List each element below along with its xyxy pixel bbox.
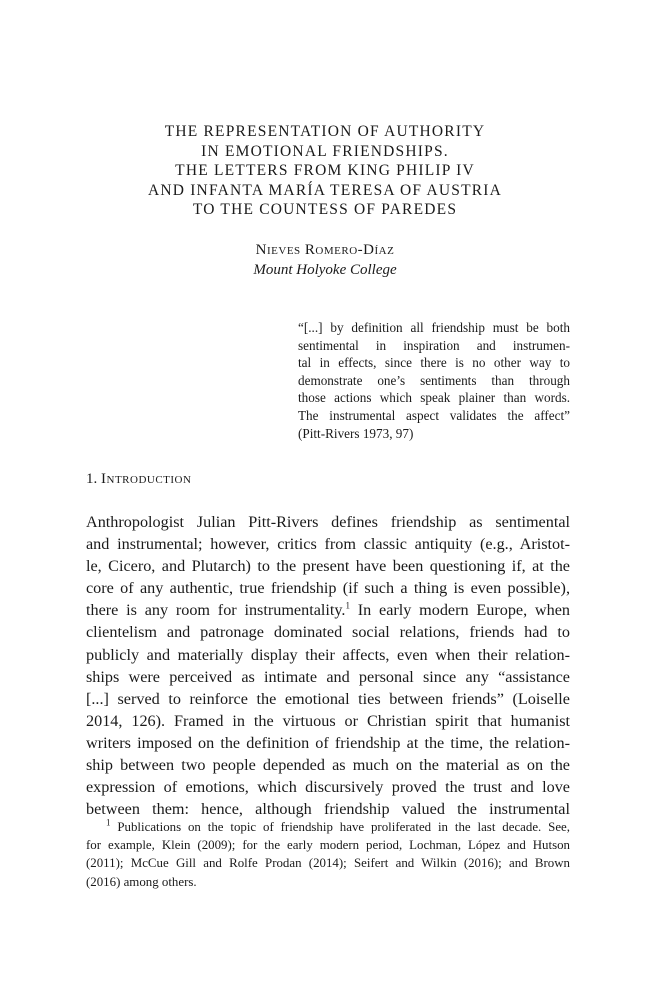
body-paragraph [86, 511, 570, 820]
section-title: Introduction [101, 471, 192, 487]
epigraph-line: those actions which speak plainer than words. [298, 390, 570, 406]
body-line-part: there is any room for instrumentality. [86, 601, 346, 620]
author-affiliation: Mount Holyoke College [253, 262, 397, 278]
footnote-text: Publications on the topic of friendship have proliferated in the last decade. See, [117, 820, 570, 834]
epigraph-line: sentimental in inspiration and instrumen- [298, 337, 570, 353]
body-line: le, Cicero, and Plutarch) to the present have been questioning if, at the [86, 557, 570, 576]
body-line [86, 599, 570, 621]
body-line: ships were perceived as intimate and personal since any “assistance [86, 667, 570, 686]
epigraph [298, 319, 570, 442]
body-line: clientelism and patronage dominated social relations, friends had to [86, 623, 570, 642]
title-line: AND INFANTA MARÍA TERESA OF AUSTRIA [147, 181, 503, 199]
footnote-line: (2016) among others. [86, 874, 197, 889]
body-line: core of any authentic, true friendship (if such a thing is even possible), [86, 579, 570, 598]
title-line: THE LETTERS FROM KING PHILIP IV [175, 162, 475, 179]
author-name: Nieves Romero-Díaz [255, 242, 395, 258]
body-line: 2014, 126). Framed in the virtuous or Christian spirit that humanist [86, 711, 570, 730]
body-line: between them: hence, although friendship valued the instrumental [86, 800, 570, 819]
author-block [0, 240, 650, 280]
body-line: and instrumental; however, critics from classic antiquity (e.g., Aristot- [86, 535, 570, 554]
footnote-marker: 1 [106, 817, 111, 828]
section-heading [86, 469, 191, 489]
footnote-reference[interactable]: 1 [345, 600, 350, 611]
footnote-line: (2011); McCue Gill and Rolfe Prodan (2014); Seifert and Wilkin (2016); and Brown [86, 856, 570, 871]
title-line: THE REPRESENTATION OF AUTHORITY [164, 123, 486, 140]
epigraph-citation: (Pitt-Rivers 1973, 97) [298, 425, 414, 441]
epigraph-line: The instrumental aspect validates the affect” [298, 407, 570, 423]
body-line: writers imposed on the definition of friendship at the time, the relation- [86, 733, 570, 752]
title-line: TO THE COUNTESS OF PAREDES [192, 201, 458, 218]
body-line: Anthropologist Julian Pitt-Rivers defines friendship as sentimental [86, 513, 570, 531]
epigraph-line: tal in effects, since there is no other way to [298, 355, 570, 371]
body-line: publicly and materially display their affects, even when their relation- [86, 645, 570, 664]
body-line: ship between two people depended as much on the material as on the [86, 756, 570, 775]
epigraph-line: “[...] by definition all friendship must be both [298, 320, 570, 335]
footnote [86, 818, 570, 891]
section-number: 1. [86, 471, 98, 487]
title-line: IN EMOTIONAL FRIENDSHIPS. [201, 142, 449, 160]
epigraph-line: demonstrate one’s sentiments than through [298, 372, 570, 388]
footnote-line [86, 818, 570, 836]
body-line: expression of emotions, which discursively proved the trust and love [86, 778, 570, 797]
body-line: [...] served to reinforce the emotional ties between friends” (Loiselle [86, 689, 570, 708]
article-title [0, 122, 650, 220]
footnote-line: for example, Klein (2009); for the early modern period, Lochman, López and Hutson [86, 838, 570, 853]
body-line-part: In early modern Europe, when [357, 601, 570, 620]
